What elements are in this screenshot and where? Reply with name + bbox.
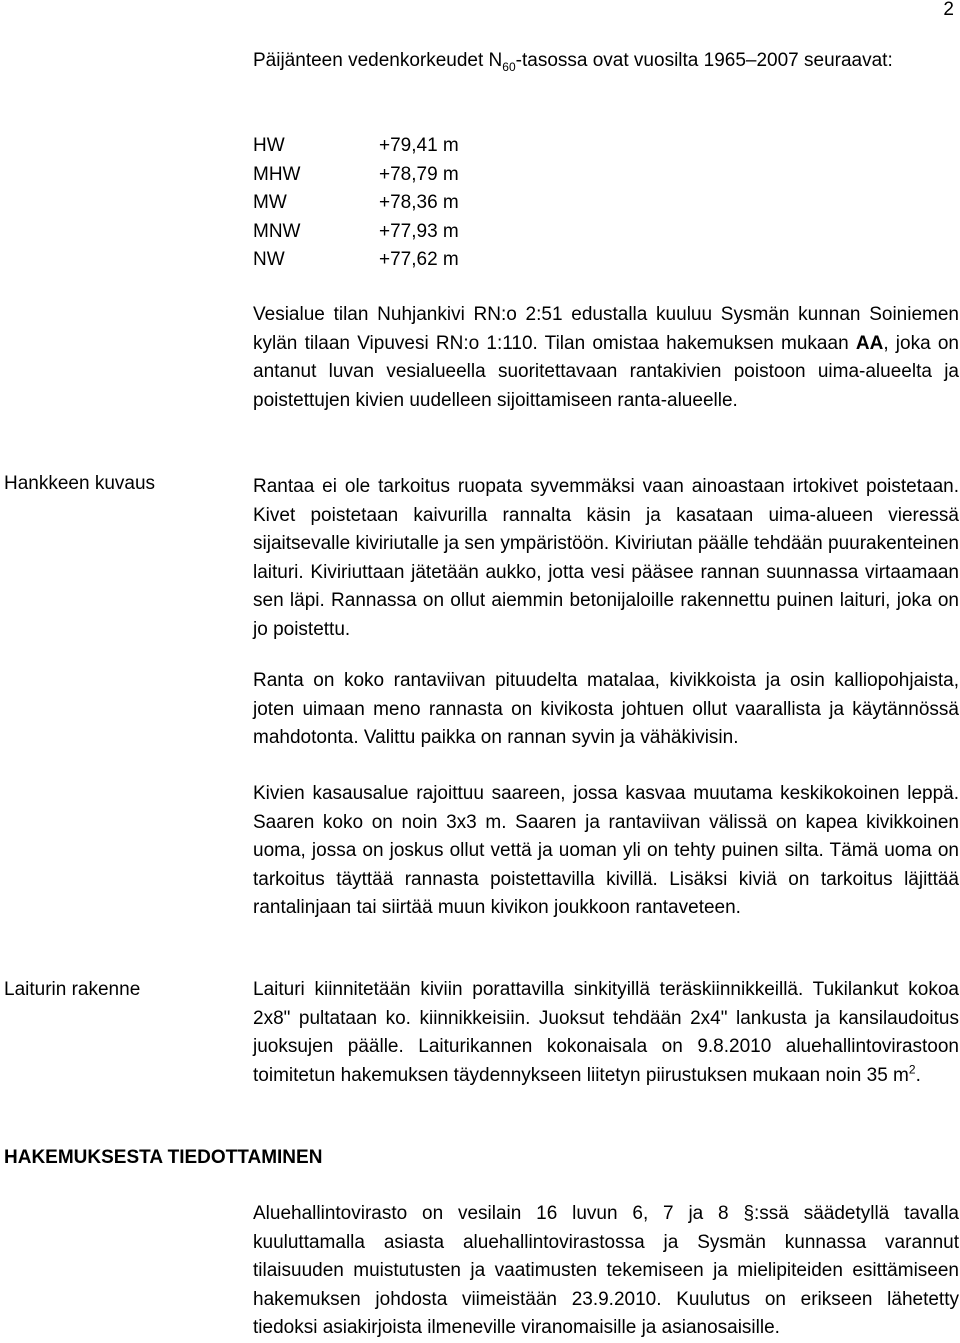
property-paragraph: [253, 301, 959, 415]
property-text: Vesialue tilan Nuhjankivi RN:o 2:51 edustalla kuuluu Sysmän kunnan Soiniemen kylän tilaan Vipuvesi RN:o 1:110. Tilan omistaa hakemuksen mukaan: [253, 304, 959, 354]
level-value: +77,62 m: [379, 249, 459, 270]
intro-paragraph: [253, 47, 959, 76]
pier-paragraph: [253, 976, 959, 1090]
level-value: +78,79 m: [379, 163, 459, 185]
section-heading-notice: HAKEMUKSESTA TIEDOTTAMINEN: [4, 1147, 323, 1168]
level-code: MHW: [253, 163, 301, 185]
section-label-pier: Laiturin rakenne: [4, 979, 141, 1000]
pier-superscript: 2: [908, 1062, 916, 1077]
pier-text-end: .: [915, 1064, 921, 1086]
page-number: 2: [943, 0, 954, 20]
intro-subscript: 60: [502, 59, 516, 74]
project-paragraph-1: Rantaa ei ole tarkoitus ruopata syvemmäksi vaan ainoastaan irtokivet poistetaan. Kivet poistetaan kaivurilla rannalta käsin ja kasataan uima-alueen vieressä sijaitsevalle kiviriutalle ja sen ympäristöön. Kiviriutan päälle tehdään puurakenteinen laituri. Kiviriuttaan jätetään aukko, jotta vesi pääsee rannan suunnassa virtaamaan sen läpi. Rannassa on ollut aiemmin betonijaloille rakennettu puinen laituri, joka on jo poistettu.: [253, 476, 959, 640]
intro-text-rest: -tasossa ovat vuosilta 1965–2007 seuraavat:: [515, 50, 893, 71]
project-paragraph-3: Kivien kasausalue rajoittuu saareen, jossa kasvaa muutama keskikokoinen leppä. Saaren koko on noin 3x3 m. Saaren ja rantaviivan välissä on kapea kivikkoinen uoma, jossa on joskus ollut vettä ja uoman yli on tehty puinen silta. Tämä uoma on tarkoitus täyttää rannasta poistettavilla kivillä. Lisäksi kiviä on tarkoitus läjittää rantalinjaan tai siirtää muun kivikon joukkoon rantaveteen.: [253, 783, 959, 918]
level-value: +79,41 m: [379, 135, 459, 156]
level-code: HW: [253, 135, 285, 156]
water-level-row: [253, 218, 459, 247]
water-levels-table: [253, 132, 459, 275]
water-level-row: [253, 189, 459, 218]
level-code: NW: [253, 249, 285, 270]
owner-name: AA: [855, 332, 884, 354]
water-level-row: [253, 132, 459, 161]
section-label-project: Hankkeen kuvaus: [4, 473, 156, 494]
water-level-row: [253, 161, 459, 190]
property-text-rest: , joka on antanut luvan vesialueella suoritettavaan rantakivien poistoon uima-alueelta ja poistettujen kivien uudelleen sijoittamiseen ranta-alueelle.: [253, 332, 960, 411]
level-value: +78,36 m: [379, 192, 459, 213]
intro-text: Päijänteen vedenkorkeudet N: [253, 50, 503, 71]
level-code: MW: [253, 192, 287, 213]
level-value: +77,93 m: [379, 220, 459, 242]
project-paragraph-2: Ranta on koko rantaviivan pituudelta matalaa, kivikkoista ja osin kalliopohjaista, joten uimaan meno rannasta on kivikosta johtuen ollut vaarallista ja käytännössä mahdotonta. Valittu paikka on rannan syvin ja vähäkivisin.: [253, 670, 959, 748]
notice-paragraph: Aluehallintovirasto on vesilain 16 luvun 6, 7 ja 8 §:ssä säädetyllä tavalla kuuluttamalla asiasta aluehallintovirastossa ja Sysmän kunnassa varannut tilaisuuden muistutusten ja vaatimusten tekemiseen ja mielipiteiden esittämiseen hakemuksen johdosta viimeistään 23.9.2010. Kuulutus on erikseen lähetetty tiedoksi asiakirjoista ilmeneville viranomaisille ja asianosaisille.: [253, 1203, 959, 1338]
level-code: MNW: [253, 220, 301, 242]
pier-text: Laituri kiinnitetään kiviin porattavilla sinkityillä teräskiinnikkeillä. Tukilankut kokoa 2x8" pultataan ko. kiinnikkeisiin. Juoksut tehdään 2x4" lankusta ja kansilaudoitus juoksujen päälle. Laiturikannen kokonaisala on 9.8.2010 aluehallintovirastoon toimitetun hakemuksen täydennykseen liitetyn piirustuksen mukaan noin 35 m: [253, 979, 959, 1086]
water-level-row: [253, 246, 459, 275]
